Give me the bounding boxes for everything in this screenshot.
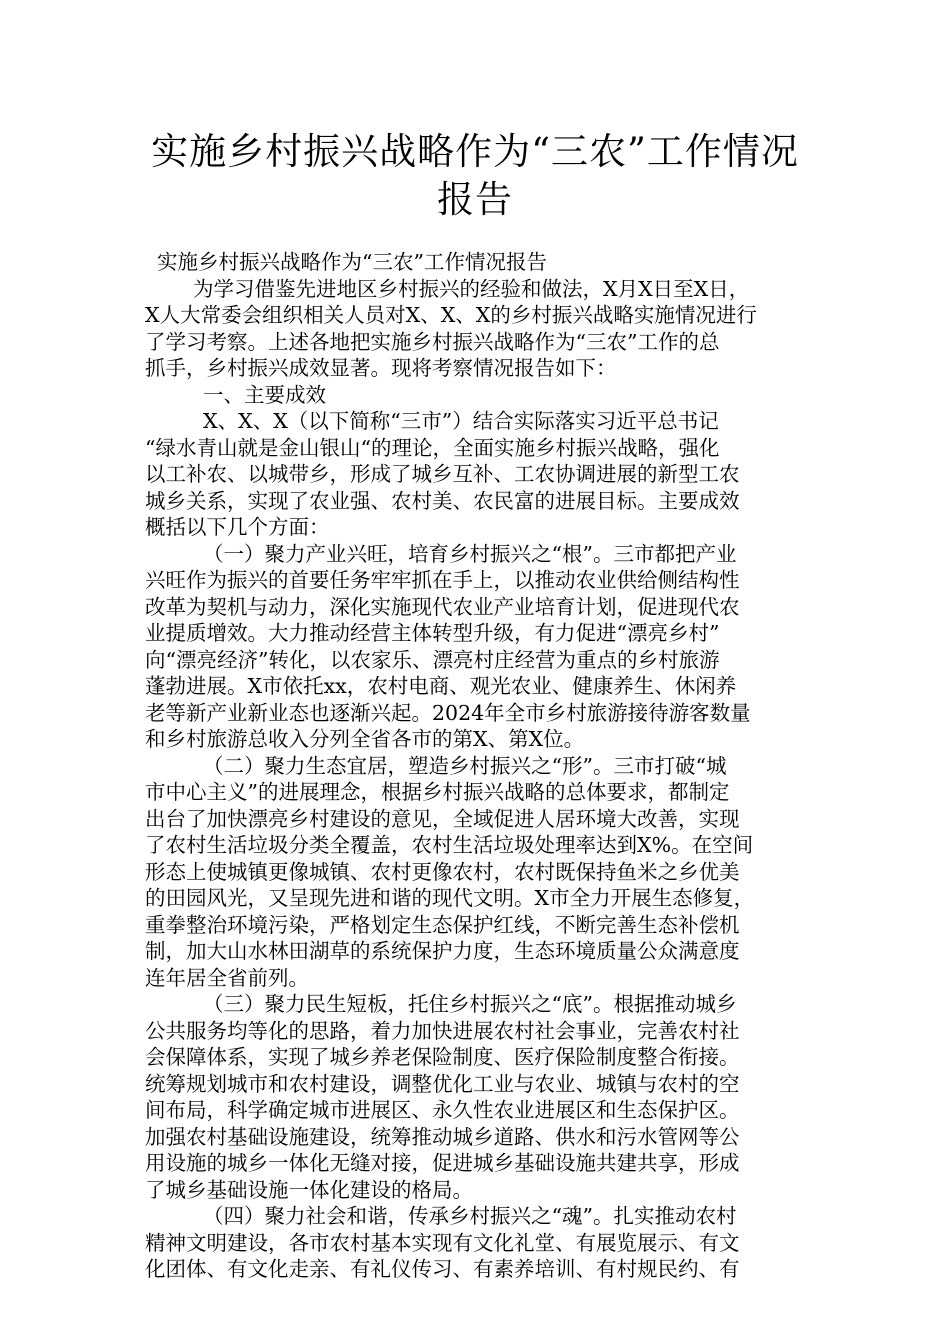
body-line: 实施乡村振兴战略作为“三农”工作情况报告 [157,250,547,274]
body-line: X、X、X（以下简称“三市”）结合实际落实习近平总书记 [203,409,719,433]
body-line: 兴旺作为振兴的首要任务牢牢抓在手上，以推动农业供给侧结构性 [145,568,740,592]
body-line: 了学习考察。上述各地把实施乡村振兴战略作为“三农”工作的总 [145,329,720,354]
body-line: 公共服务均等化的思路，着力加快进展农村社会事业，完善农村社 [145,1018,740,1043]
body-line: 重拳整治环境污染，严格划定生态保护红线，不断完善生态补偿机 [145,912,740,937]
body-line: X人大常委会组织相关人员对X、X、X的乡村振兴战略实施情况进行 [145,303,757,327]
body-line: 用设施的城乡一体化无缝对接，促进城乡基础设施共建共享，形成 [145,1151,740,1175]
body-line: 形态上使城镇更像城镇、农村更像农村，农村既保持鱼米之乡优美 [145,859,740,884]
document-title-line-2: 报告 [437,178,513,221]
body-line: 抓手，乡村振兴成效显著。现将考察情况报告如下： [145,356,617,380]
body-line: （二）聚力生态宜居，塑造乡村振兴之“形”。三市打破“城 [203,753,727,778]
body-line: 精神文明建设，各市农村基本实现有文化礼堂、有展览展示、有文 [145,1230,740,1255]
body-line: 了城乡基础设施一体化建设的格局。 [145,1177,473,1202]
body-line: 概括以下几个方面： [145,515,330,539]
body-line: 改革为契机与动力，深化实施现代农业产业培育计划，促进现代农 [145,594,740,619]
body-line: 出台了加快漂亮乡村建设的意见，全域促进人居环境大改善，实现 [145,806,740,831]
body-line: 加强农村基础设施建设，统筹推动城乡道路、供水和污水管网等公 [145,1124,740,1149]
body-line: 连年居全省前列。 [145,965,309,990]
document-body [145,249,835,1283]
body-line: 市中心主义”的进展理念，根据乡村振兴战略的总体要求，都制定 [145,780,730,804]
body-line: 和乡村旅游总收入分列全省各市的第X、第X位。 [145,727,585,751]
body-line: （一）聚力产业兴旺，培育乡村振兴之“根”。三市都把产业 [203,541,737,566]
body-line: （三）聚力民生短板，托住乡村振兴之“底”。根据推动城乡 [203,992,737,1016]
body-line: 间布局，科学确定城市进展区、永久性农业进展区和生态保护区。 [145,1098,740,1122]
body-line: 蓬勃进展。X市依托xx，农村电商、观光农业、健康养生、休闲养 [145,674,737,698]
body-line: 会保障体系，实现了城乡养老保险制度、医疗保险制度整合衔接。 [145,1045,740,1069]
body-line: （四）聚力社会和谐，传承乡村振兴之“魂”。扎实推动农村 [203,1204,737,1228]
body-line: 一、主要成效 [203,382,326,407]
body-line: 了农村生活垃圾分类全覆盖，农村生活垃圾处理率达到X%。在空间 [145,833,754,857]
body-line: 化团体、有文化走亲、有礼仪传习、有素养培训、有村规民约、有 [145,1257,740,1281]
document-title-line-1: 实施乡村振兴战略作为“三农”工作情况 [151,130,799,173]
body-line: 城乡关系，实现了农业强、农村美、农民富的进展目标。主要成效 [145,488,740,513]
body-line: 为学习借鉴先进地区乡村振兴的经验和做法，X月X日至X日， [193,276,750,301]
body-line: 向“漂亮经济”转化，以农家乐、漂亮村庄经营为重点的乡村旅游 [145,647,720,672]
body-line: 以工补农、以城带乡，形成了城乡互补、工农协调进展的新型工农 [145,462,740,486]
body-line: 老等新产业新业态也逐渐兴起。2024年全市乡村旅游接待游客数量 [145,700,751,725]
body-line: “绿水青山就是金山银山“的理论，全面实施乡村振兴战略，强化 [145,435,720,460]
body-line: 制，加大山水林田湖草的系统保护力度，生态环境质量公众满意度 [145,939,740,963]
body-line: 的田园风光，又呈现先进和谐的现代文明。X市全力开展生态修复， [145,886,755,910]
body-line: 业提质增效。大力推动经营主体转型升级，有力促进“漂亮乡村” [145,621,720,645]
body-line: 统筹规划城市和农村建设，调整优化工业与农业、城镇与农村的空 [145,1071,740,1096]
